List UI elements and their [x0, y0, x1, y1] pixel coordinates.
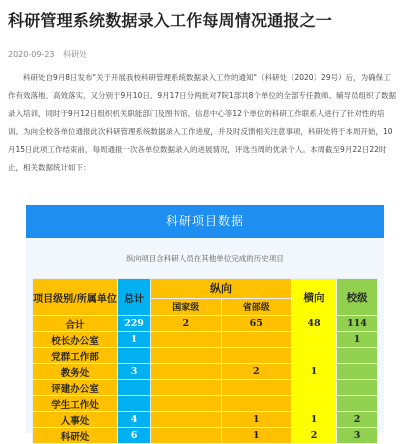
row-unit: 科研处	[33, 428, 118, 444]
row-provincial: 2	[221, 364, 292, 380]
row-national	[151, 364, 222, 380]
row-provincial	[221, 332, 292, 348]
table-row	[33, 380, 378, 396]
row-national: 2	[151, 316, 222, 332]
row-school	[337, 380, 378, 396]
row-provincial: 1	[221, 428, 292, 444]
row-total: 229	[118, 316, 151, 332]
row-unit: 人事处	[33, 412, 118, 428]
project-stats-table	[32, 278, 378, 444]
row-provincial	[221, 348, 292, 364]
header-unit: 项目级别/所属单位	[33, 279, 118, 316]
row-total	[118, 380, 151, 396]
header-school: 校级	[337, 279, 378, 316]
header-horizontal: 横向	[292, 279, 337, 316]
row-total	[118, 396, 151, 412]
row-national	[151, 332, 222, 348]
row-horizontal: 48	[292, 316, 337, 332]
row-total: 3	[118, 364, 151, 380]
row-national	[151, 348, 222, 364]
row-total: 1	[118, 332, 151, 348]
row-provincial	[221, 396, 292, 412]
article-meta	[8, 49, 93, 60]
stats-card-subtitle: 纵向项目含科研人员在其他单位完成的历史项目	[126, 254, 284, 263]
row-school: 2	[337, 412, 378, 428]
table-row	[33, 364, 378, 380]
row-provincial	[221, 380, 292, 396]
row-unit: 合计	[33, 316, 118, 332]
article-body: 科研处自9月8日发布"关于开展我校科研管理系统数据录入工作的通知"（科研处〔2020〕29号）后，为确保工作有效落地、高效落实，又分别于9月10日、9月17日分两批对7院1部共8个单位的全部专任教师、辅导员组织了数据录入培训，同时于9月12日组织机关职能部门及图书馆、信息中心等12个单位的科研工作联系人进行了针对性的培训。为向全校各单位通报此次科研管理系统数据录入工作进度，并及时反馈相关注意事项，科研处将于本周开始，10月15日此项工作结束前，每周通报一次各单位数据录入的进展情况，评选当周的优录个人。本周截至9月22日22时止，相关数据统计如下：	[8, 73, 396, 172]
row-horizontal	[292, 348, 337, 364]
header-total: 总计	[118, 279, 151, 316]
stats-card	[26, 205, 384, 443]
row-horizontal: 1	[292, 412, 337, 428]
row-total: 6	[118, 428, 151, 444]
row-national	[151, 428, 222, 444]
table-row	[33, 428, 378, 444]
row-unit: 教务处	[33, 364, 118, 380]
header-provincial: 省部级	[221, 298, 292, 315]
row-horizontal	[292, 396, 337, 412]
row-school	[337, 348, 378, 364]
row-total: 4	[118, 412, 151, 428]
row-total	[118, 348, 151, 364]
row-national	[151, 412, 222, 428]
row-unit: 党群工作部	[33, 348, 118, 364]
row-school	[337, 364, 378, 380]
publish-date: 2020-09-23	[8, 50, 55, 59]
row-unit: 学生工作处	[33, 396, 118, 412]
row-national	[151, 380, 222, 396]
table-row	[33, 348, 378, 364]
row-provincial: 65	[221, 316, 292, 332]
row-school	[337, 396, 378, 412]
row-school: 114	[337, 316, 378, 332]
article-source[interactable]: 科研处	[63, 50, 88, 59]
row-horizontal: 1	[292, 364, 337, 380]
stats-card-header: 科研项目数据	[26, 205, 384, 238]
row-horizontal	[292, 380, 337, 396]
row-unit: 校长办公室	[33, 332, 118, 348]
header-vertical: 纵向	[151, 279, 292, 299]
table-row	[33, 412, 378, 428]
table-row	[33, 332, 378, 348]
row-school: 3	[337, 428, 378, 444]
row-unit: 评建办公室	[33, 380, 118, 396]
header-national: 国家级	[151, 298, 222, 315]
row-horizontal: 2	[292, 428, 337, 444]
row-national	[151, 396, 222, 412]
row-school: 1	[337, 332, 378, 348]
article-title: 科研管理系统数据录入工作每周情况通报之一	[8, 11, 333, 30]
table-row	[33, 316, 378, 332]
row-provincial: 1	[221, 412, 292, 428]
row-horizontal	[292, 332, 337, 348]
table-row	[33, 396, 378, 412]
